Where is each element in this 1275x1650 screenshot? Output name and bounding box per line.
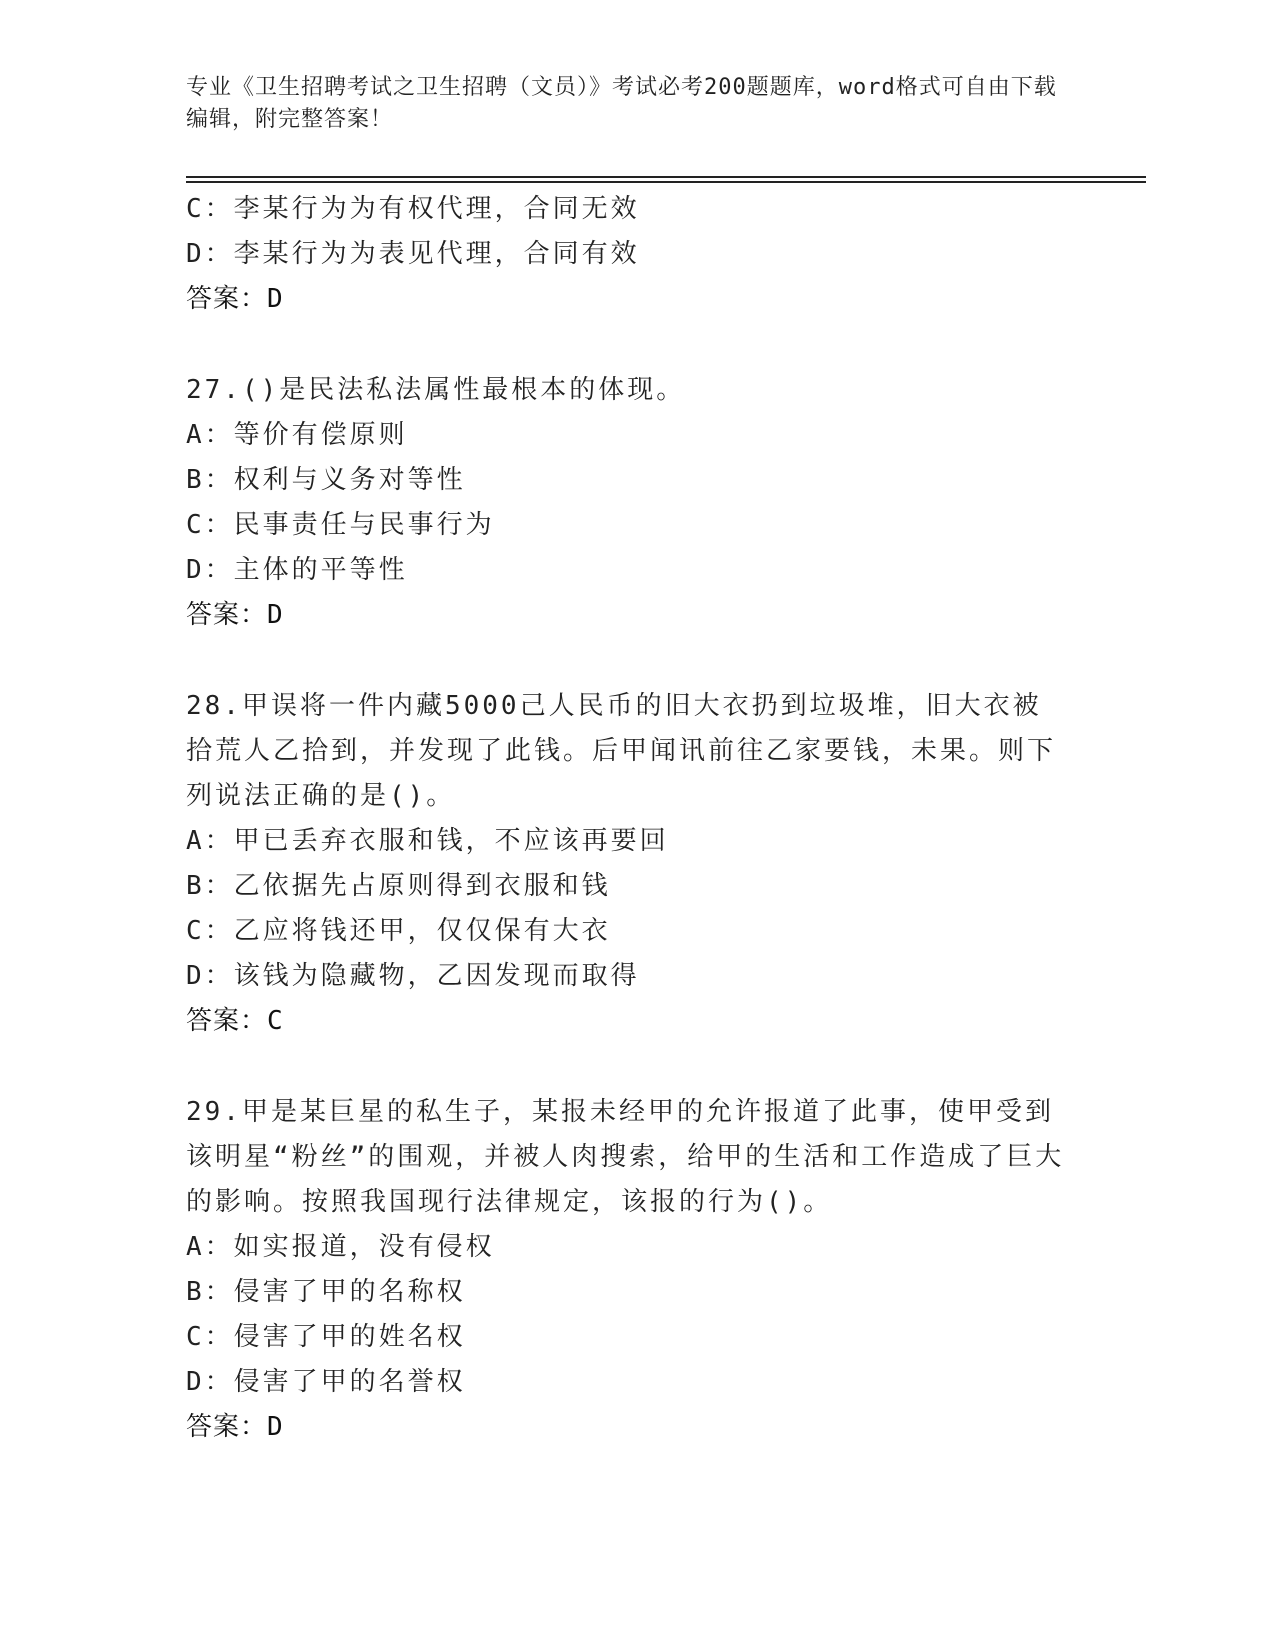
header-divider-bottom [186,181,1146,183]
option-c: C：民事责任与民事行为 [186,510,495,540]
answer-label: 答案： [186,600,268,630]
spacer [186,638,1086,684]
option-c: C：侵害了甲的姓名权 [186,1322,466,1352]
question-stem: 27.()是民法私法属性最根本的体现。 [186,375,686,405]
option-d: D：侵害了甲的名誉权 [186,1367,466,1397]
answer-value: D [267,1412,284,1442]
question-block [186,684,1086,1044]
answer-value: C [267,1006,284,1036]
option-a: A：等价有偿原则 [186,420,408,450]
option-d: D：李某行为为表见代理，合同有效 [186,239,640,269]
spacer [186,1044,1086,1090]
question-list [186,187,1086,1450]
option-a: A：甲已丢弃衣服和钱，不应该再要回 [186,826,669,856]
question-stem: 29.甲是某巨星的私生子，某报未经甲的允许报道了此事，使甲受到该明星“粉丝”的围观，并被人肉搜索，给甲的生活和工作造成了巨大的影响。按照我国现行法律规定，该报的行为()。 [186,1097,1065,1217]
answer-value: D [267,600,284,630]
answer-label: 答案： [186,1006,268,1036]
option-b: B：乙依据先占原则得到衣服和钱 [186,871,611,901]
spacer [186,322,1086,368]
answer-line [186,277,1086,322]
header-divider-top [186,176,1146,178]
answer-line [186,1405,1086,1450]
option-d: D：主体的平等性 [186,555,408,585]
answer-label: 答案： [186,284,268,314]
option-b: B：权利与义务对等性 [186,465,466,495]
answer-line [186,593,1086,638]
answer-label: 答案： [186,1412,268,1442]
answer-value: D [267,284,284,314]
question-stem: 28.甲误将一件内藏5000己人民币的旧大衣扔到垃圾堆，旧大衣被拾荒人乙拾到，并发现了此钱。后甲闻讯前往乙家要钱，未果。则下列说法正确的是()。 [186,691,1057,811]
option-b: B：侵害了甲的名称权 [186,1277,466,1307]
question-block [186,1090,1086,1450]
option-d: D：该钱为隐藏物，乙因发现而取得 [186,961,640,991]
option-a: A：如实报道，没有侵权 [186,1232,495,1262]
page-header: 专业《卫生招聘考试之卫生招聘（文员）》考试必考200题题库，word格式可自由下载编辑，附完整答案！ [186,75,1057,132]
question-block [186,368,1086,638]
answer-line [186,999,1086,1044]
option-c: C：李某行为为有权代理，合同无效 [186,194,640,224]
option-c: C：乙应将钱还甲，仅仅保有大衣 [186,916,611,946]
